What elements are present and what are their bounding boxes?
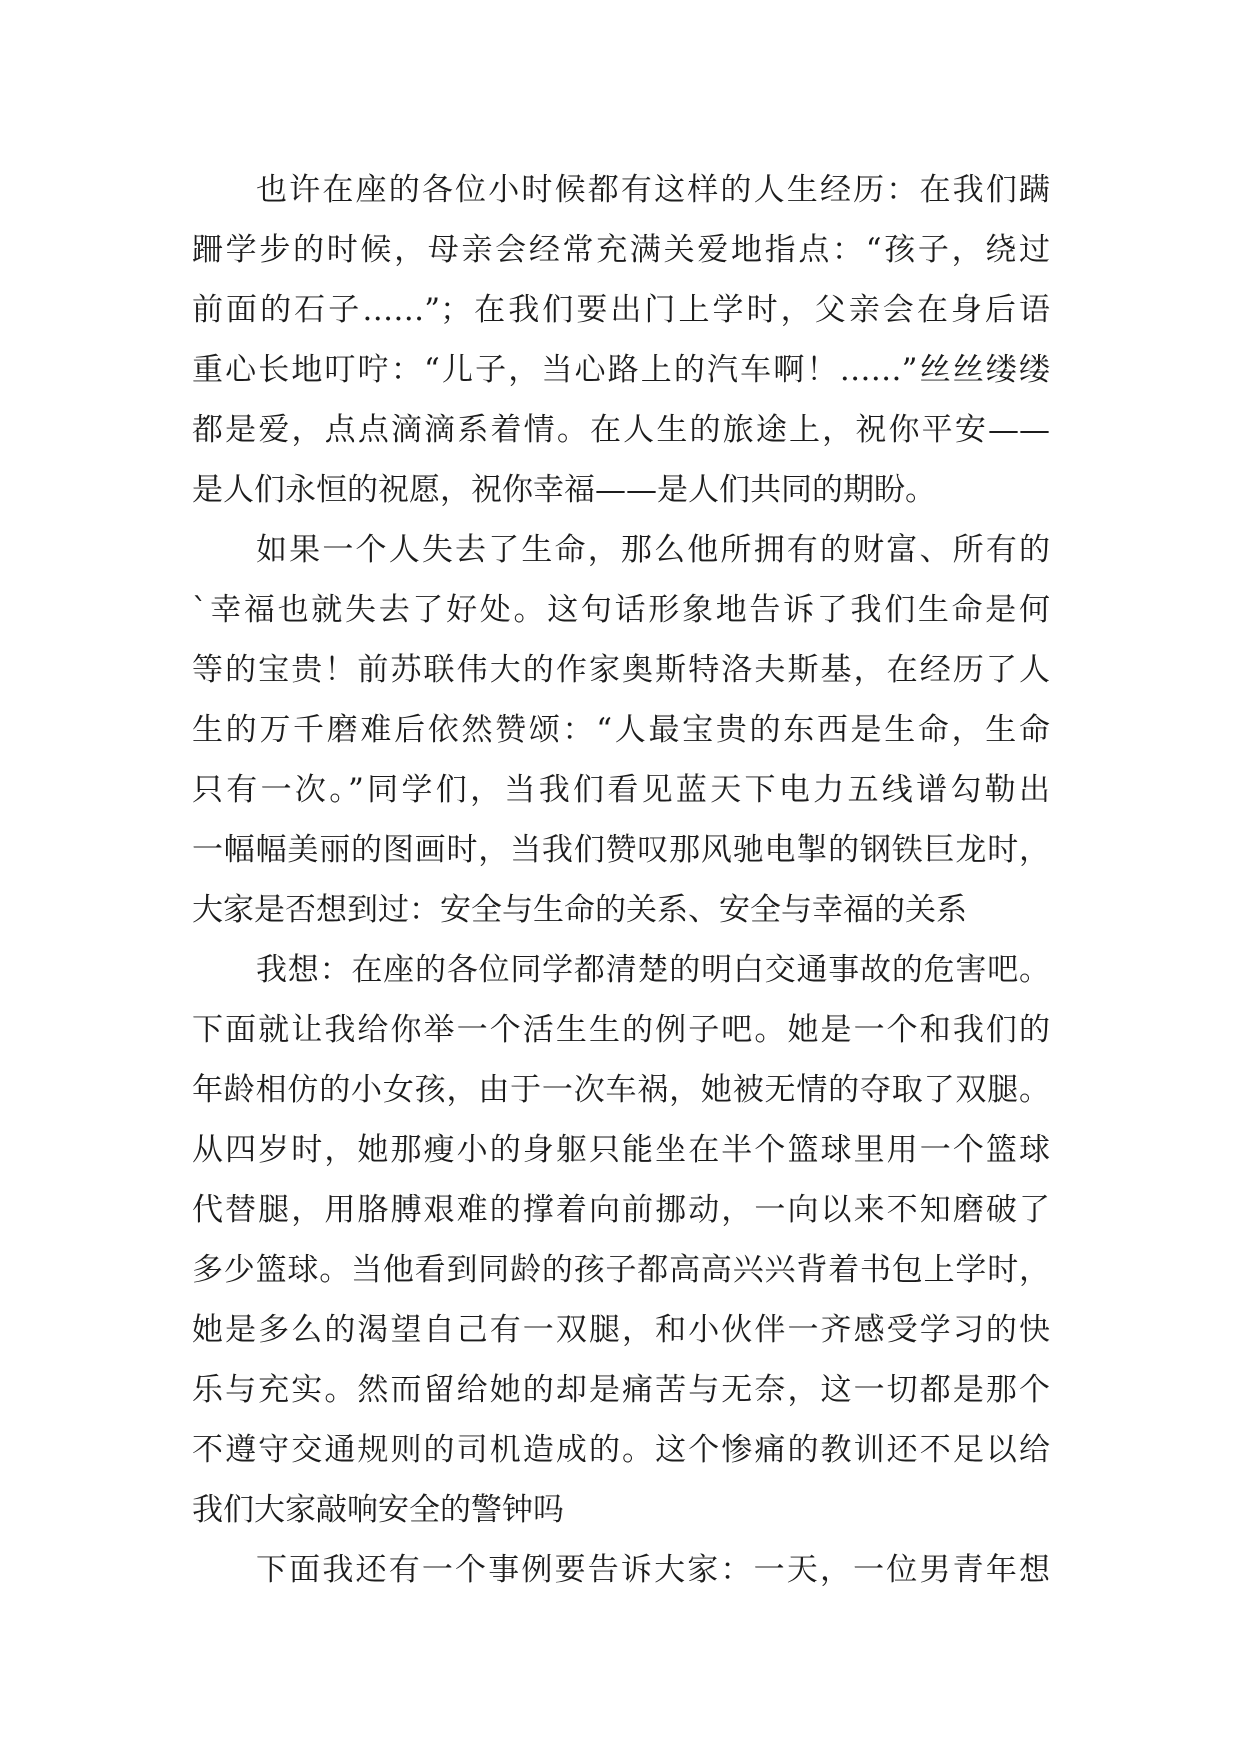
text-line: 多少篮球。当他看到同龄的孩子都高高兴兴背着书包上学时， [192,1252,1050,1288]
text-line: 也许在座的各位小时候都有这样的人生经历：在我们蹒 [256,172,1050,208]
text-line: 年龄相仿的小女孩，由于一次车祸，她被无情的夺取了双腿。 [192,1072,1050,1108]
body-text [192,160,1050,1600]
text-line: 她是多么的渴望自己有一双腿，和小伙伴一齐感受学习的快 [192,1312,1050,1348]
paragraph-2 [192,520,1050,940]
text-line: 我们大家敲响安全的警钟吗 [192,1492,564,1528]
text-line: 一幅幅美丽的图画时，当我们赞叹那风驰电掣的钢铁巨龙时， [192,832,1050,868]
text-line: 等的宝贵！前苏联伟大的作家奥斯特洛夫斯基，在经历了人 [192,652,1050,688]
text-line: 如果一个人失去了生命，那么他所拥有的财富、所有的 [256,532,1050,568]
text-line: 我想：在座的各位同学都清楚的明白交通事故的危害吧。 [256,952,1050,988]
text-line: 下面就让我给你举一个活生生的例子吧。她是一个和我们的 [192,1012,1050,1048]
text-line: 是人们永恒的祝愿，祝你幸福——是人们共同的期盼。 [192,472,936,508]
text-line: 前面的石子……”；在我们要出门上学时，父亲会在身后语 [192,292,1050,328]
text-line: `幸福也就失去了好处。这句话形象地告诉了我们生命是何 [192,592,1050,628]
paragraph-3 [192,940,1050,1540]
paragraph-4 [192,1540,1050,1600]
text-line: 大家是否想到过：安全与生命的关系、安全与幸福的关系 [192,892,967,928]
text-line: 都是爱，点点滴滴系着情。在人生的旅途上，祝你平安—— [192,412,1050,448]
text-line: 不遵守交通规则的司机造成的。这个惨痛的教训还不足以给 [192,1432,1050,1468]
text-line: 从四岁时，她那瘦小的身躯只能坐在半个篮球里用一个篮球 [192,1132,1050,1168]
text-line: 代替腿，用胳膊艰难的撑着向前挪动，一向以来不知磨破了 [192,1192,1050,1228]
text-line: 乐与充实。然而留给她的却是痛苦与无奈，这一切都是那个 [192,1372,1050,1408]
paragraph-1 [192,160,1050,520]
text-line: 生的万千磨难后依然赞颂：“人最宝贵的东西是生命，生命 [192,712,1050,748]
text-line: 只有一次。”同学们，当我们看见蓝天下电力五线谱勾勒出 [192,772,1050,808]
text-line: 重心长地叮咛：“儿子，当心路上的汽车啊！……”丝丝缕缕 [192,352,1050,388]
text-line: 跚学步的时候，母亲会经常充满关爱地指点：“孩子，绕过 [192,232,1050,268]
text-line: 下面我还有一个事例要告诉大家：一天，一位男青年想 [256,1552,1050,1588]
